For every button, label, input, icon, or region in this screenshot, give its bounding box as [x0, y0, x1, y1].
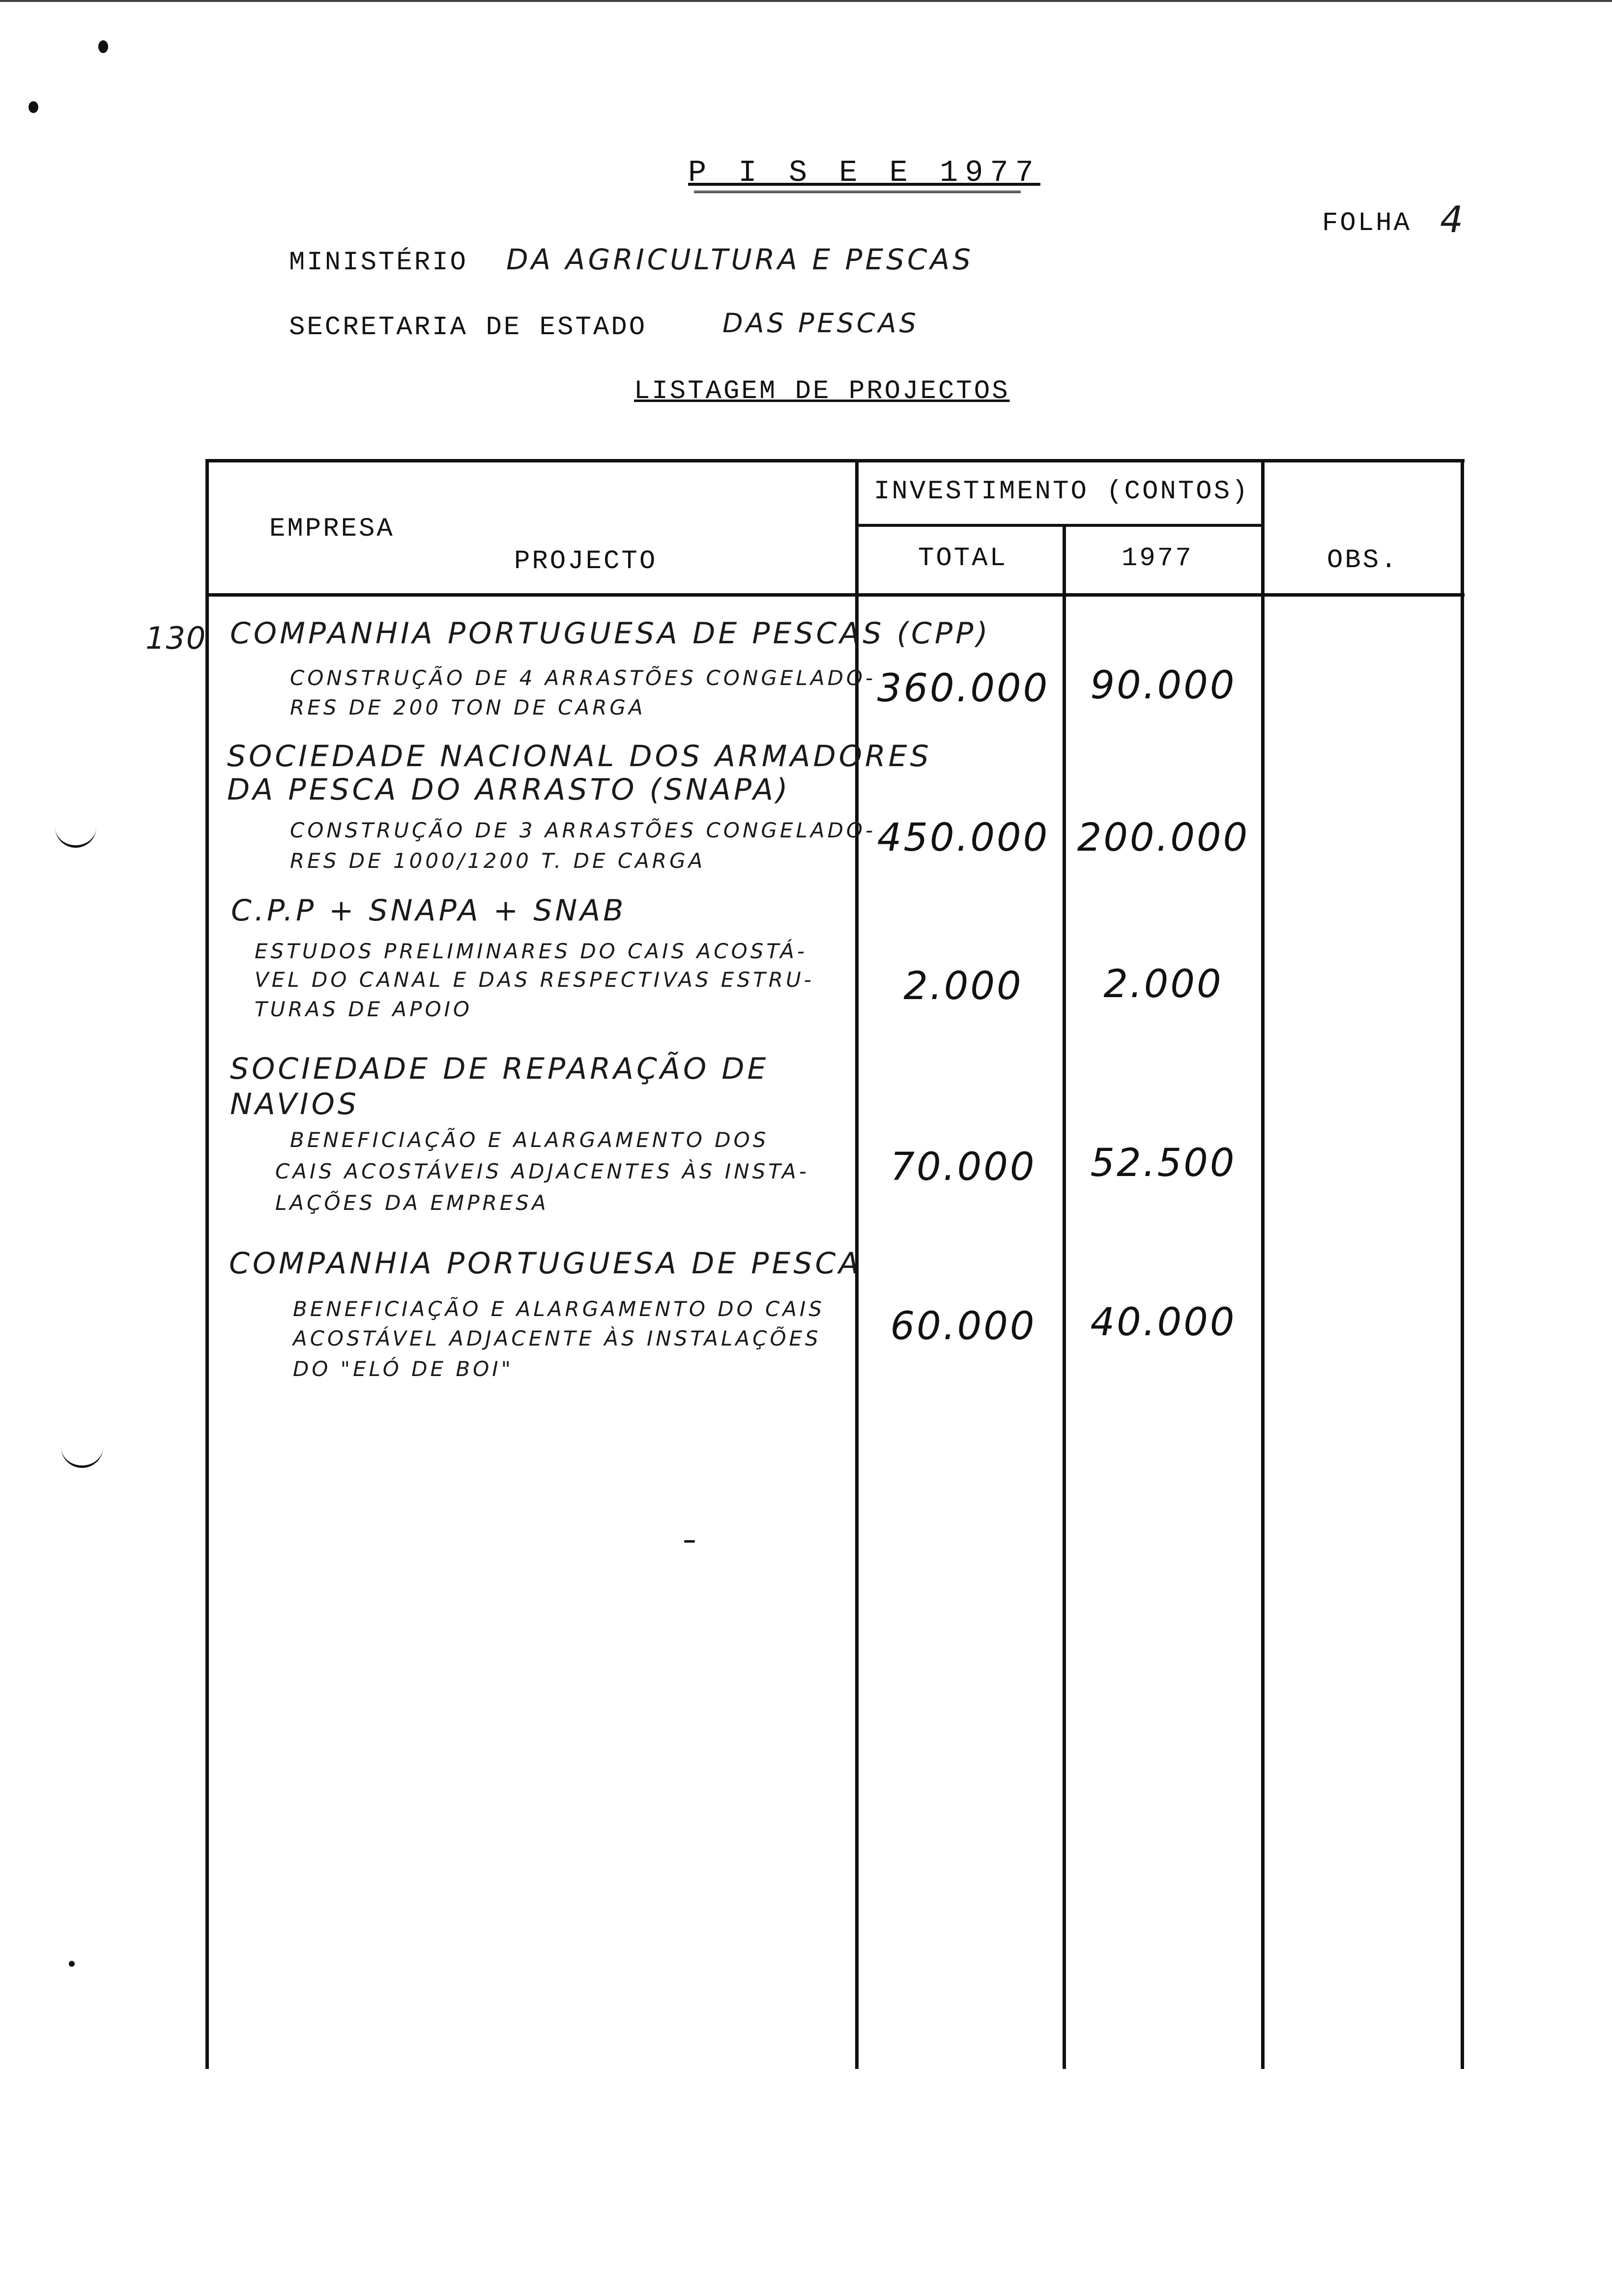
row-1977: 52.500 [1090, 1141, 1237, 1185]
row-projecto-line: RES DE 200 TON DE CARGA [290, 695, 646, 719]
header-total: TOTAL [918, 544, 1008, 574]
row-total: 70.000 [890, 1145, 1036, 1189]
margin-mark [55, 826, 96, 848]
table-right-rule [1461, 459, 1464, 2069]
row-projecto-line: DO "ELÓ DE BOI" [293, 1357, 514, 1381]
year-left-rule [1063, 524, 1066, 2069]
investimento-rule [856, 524, 1263, 527]
margin-mark [61, 1446, 103, 1468]
row-projecto-line: ESTUDOS PRELIMINARES DO CAIS ACOSTÁ- [255, 939, 808, 963]
speck [684, 1540, 695, 1543]
row-projecto-line: BENEFICIAÇÃO E ALARGAMENTO DOS [290, 1128, 769, 1152]
ministerio-name: DA AGRICULTURA E PESCAS [506, 243, 974, 276]
table-top-rule [206, 459, 1465, 462]
row-projecto-line: RES DE 1000/1200 T. DE CARGA [290, 849, 706, 873]
header-obs: OBS. [1327, 545, 1399, 575]
row-projecto-line: BENEFICIAÇÃO E ALARGAMENTO DO CAIS [293, 1297, 825, 1321]
row-total: 450.000 [877, 816, 1050, 860]
table-left-rule [205, 459, 209, 2069]
row-projecto-line: VEL DO CANAL E DAS RESPECTIVAS ESTRU- [255, 968, 814, 992]
margin-number: 130 [145, 620, 207, 656]
page-top-edge [0, 0, 1612, 2]
row-empresa: SOCIEDADE DE REPARAÇÃO DE [230, 1052, 769, 1086]
row-projecto-line: TURAS DE APOIO [255, 997, 473, 1021]
header-bottom-rule [206, 593, 1465, 597]
row-total: 60.000 [890, 1304, 1036, 1349]
row-total: 2.000 [903, 964, 1023, 1008]
row-empresa-line2: DA PESCA DO ARRASTO (SNAPA) [227, 773, 791, 807]
row-projecto-line: CAIS ACOSTÁVEIS ADJACENTES ÀS INSTA- [275, 1159, 809, 1183]
folha-number: 4 [1440, 199, 1467, 241]
row-projecto-line: LAÇÕES DA EMPRESA [275, 1191, 549, 1215]
row-empresa: COMPANHIA PORTUGUESA DE PESCA [229, 1246, 862, 1281]
secretaria-label: SECRETARIA DE ESTADO [289, 313, 647, 343]
header-year: 1977 [1122, 544, 1193, 574]
row-empresa: SOCIEDADE NACIONAL DOS ARMADORES [227, 739, 932, 774]
header-investimento: INVESTIMENTO (CONTOS) [874, 477, 1250, 507]
header-projecto: PROJECTO [514, 546, 658, 576]
title-double-rule [694, 191, 1021, 193]
speck [98, 40, 108, 53]
ministerio-label: MINISTÉRIO [289, 248, 468, 278]
listing-title: LISTAGEM DE PROJECTOS [634, 376, 1010, 406]
document-title: P I S E E 1977 [688, 155, 1040, 190]
speck [29, 101, 38, 113]
row-empresa: C.P.P + SNAPA + SNAB [231, 893, 627, 928]
row-1977: 2.000 [1103, 962, 1223, 1006]
row-projecto-line: ACOSTÁVEL ADJACENTE ÀS INSTALAÇÕES [293, 1326, 821, 1350]
speck [69, 1961, 75, 1967]
row-projecto-line: CONSTRUÇÃO DE 4 ARRASTÕES CONGELADO- [290, 666, 876, 690]
folha-label: FOLHA [1322, 208, 1412, 238]
row-empresa: COMPANHIA PORTUGUESA DE PESCAS (CPP) [230, 616, 991, 651]
secretaria-name: DAS PESCAS [722, 308, 919, 339]
row-empresa-line2: NAVIOS [230, 1087, 359, 1121]
row-1977: 90.000 [1090, 663, 1237, 708]
row-1977: 200.000 [1077, 816, 1250, 860]
obs-left-rule [1261, 459, 1265, 2069]
header-empresa: EMPRESA [269, 514, 395, 544]
row-projecto-line: CONSTRUÇÃO DE 3 ARRASTÕES CONGELADO- [290, 818, 876, 842]
row-1977: 40.000 [1090, 1300, 1237, 1345]
row-total: 360.000 [877, 666, 1050, 711]
